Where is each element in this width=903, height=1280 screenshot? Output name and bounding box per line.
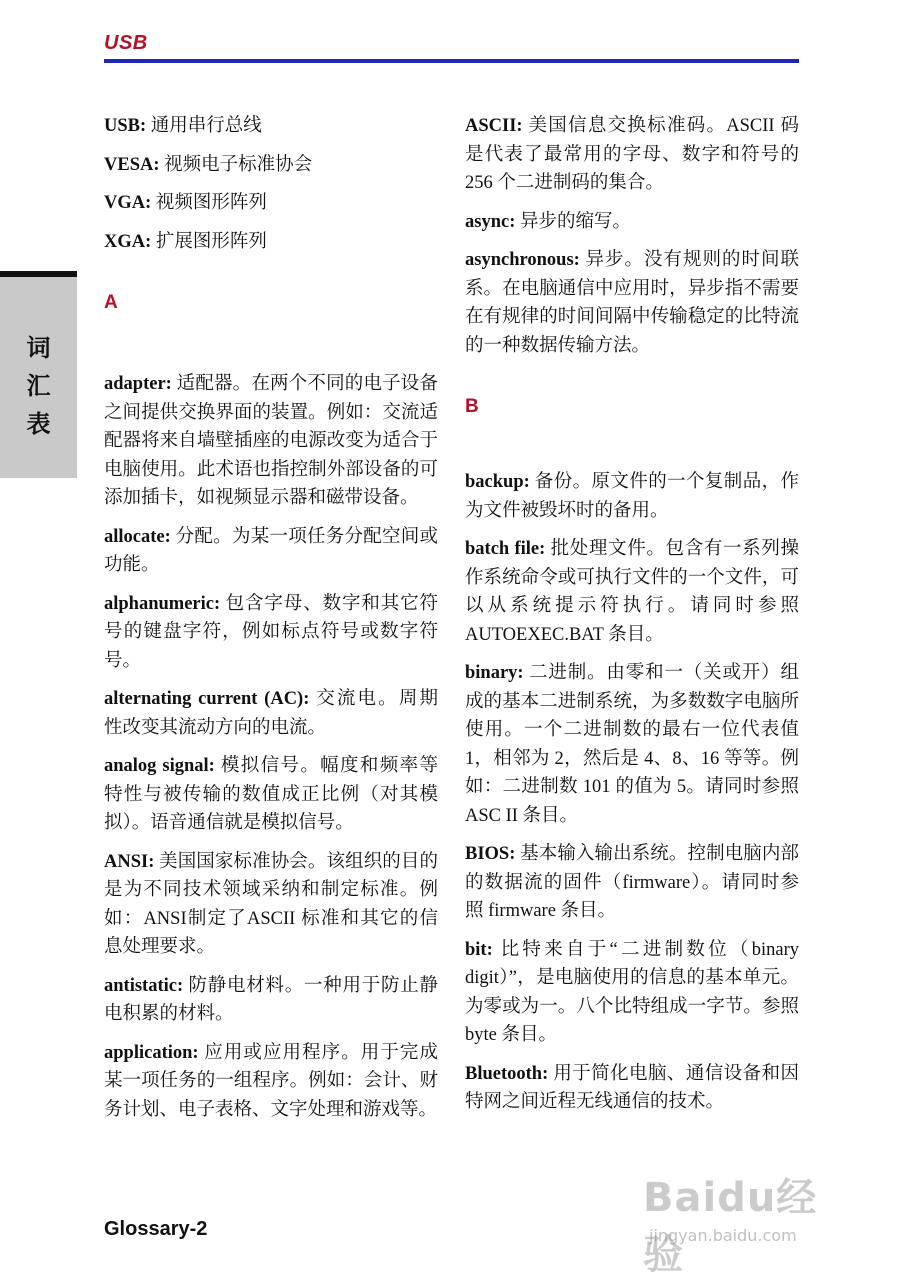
glossary-entry [465, 840, 799, 926]
side-tab-char: 词 [26, 334, 51, 362]
glossary-entry [104, 112, 438, 141]
entry-term: binary: [465, 663, 524, 683]
header-rule [104, 59, 799, 63]
left-column [104, 112, 438, 1134]
entry-definition: 扩展图形阵列 [155, 231, 267, 252]
entry-term: VGA: [104, 193, 152, 213]
glossary-entry [465, 936, 799, 1050]
glossary-entry [104, 370, 438, 513]
entry-definition: 比特来自于“二进制数位（binary digit）”，是电脑使用的信息的基本单元。为零或为一。八个比特组成一字节。参照 byte 条目。 [465, 939, 799, 1045]
glossary-entry [104, 151, 438, 180]
entry-term: bit: [465, 939, 493, 960]
entry-term: analog signal: [104, 756, 215, 776]
entry-definition: 美国国家标准协会。该组织的目的是为不同技术领域采纳和制定标准。例如：ANSI制定了ASCII 标准和其它的信息处理要求。 [104, 851, 438, 957]
entry-term: batch file: [465, 539, 546, 559]
entry-definition: 包含字母、数字和其它符号的键盘字符，例如标点符号或数字符号。 [104, 593, 438, 671]
glossary-entry [104, 752, 438, 838]
entry-term: alphanumeric: [104, 593, 221, 614]
glossary-entry [104, 189, 438, 218]
entry-definition: 二进制。由零和一（关或开）组成的基本二进制系统，为多数数字电脑所使用。一个二进制数的最右一位代表值 1，相邻为 2，然后是 4、8、16 等等。例如：二进制数 101 的值为 5。请同时参照 ASC II 条目。 [465, 663, 799, 826]
side-tab-char: 表 [26, 410, 51, 438]
glossary-entry [465, 1060, 799, 1117]
entry-definition: 批处理文件。包含有一系列操作系统命令或可执行文件的一个文件，可以从系统提示符执行。请同时参照 AUTOEXEC.BAT 条目。 [465, 539, 799, 645]
glossary-entry [465, 246, 799, 360]
entry-definition: 适配器。在两个不同的电子设备之间提供交换界面的装置。例如：交流适配器将来自墙壁插座的电源改变为适合于电脑使用。此术语也指控制外部设备的可添加插卡，如视频显示器和磁带设备。 [104, 374, 438, 508]
glossary-entry [104, 848, 438, 962]
watermark [643, 1148, 843, 1278]
entry-definition: 分配。为某一项任务分配空间或功能。 [104, 526, 438, 575]
entry-term: ASCII: [465, 116, 523, 136]
page-footer: Glossary-2 [104, 1218, 208, 1240]
entry-definition: 应用或应用程序。用于完成某一项任务的一组程序。例如：会计、财务计划、电子表格、文字处理和游戏等。 [104, 1042, 438, 1120]
entry-term: XGA: [104, 231, 152, 252]
glossary-entry [465, 112, 799, 198]
right-column [465, 112, 799, 1127]
entry-term: alternating current (AC): [104, 689, 310, 709]
side-tab-label [0, 329, 77, 443]
entry-definition: 基本输入输出系统。控制电脑内部的数据流的固件（firmware）。请同时参照 firmware 条目。 [465, 844, 799, 921]
entry-definition: 通用串行总线 [150, 116, 262, 136]
watermark-url: jingyan.baidu.com [649, 1226, 797, 1245]
running-header: USB [104, 32, 148, 54]
side-tab [0, 271, 77, 478]
entry-term: BIOS: [465, 844, 516, 864]
entry-definition: 异步的缩写。 [520, 211, 632, 232]
entry-term: Bluetooth: [465, 1063, 549, 1084]
entry-term: allocate: [104, 526, 171, 547]
section-heading-a: A [104, 292, 118, 313]
entry-definition: 视频图形阵列 [155, 193, 267, 213]
entry-definition: 异步。没有规则的时间联系。在电脑通信中应用时，异步指不需要在有规律的时间间隔中传输稳定的比特流的一种数据传输方法。 [465, 250, 799, 356]
entry-term: asynchronous: [465, 250, 580, 270]
glossary-entry [104, 523, 438, 580]
glossary-entry [465, 468, 799, 525]
entry-term: async: [465, 211, 516, 232]
glossary-entry [104, 1039, 438, 1125]
entry-definition: 美国信息交换标准码。ASCII 码是代表了最常用的字母、数字和符号的 256 个二进制码的集合。 [465, 116, 799, 193]
side-tab-char: 汇 [26, 372, 51, 400]
section-heading-b: B [465, 396, 479, 417]
glossary-entry [104, 972, 438, 1029]
glossary-entry [104, 685, 438, 742]
entry-definition: 交流电。周期性改变其流动方向的电流。 [104, 689, 438, 738]
glossary-entry [465, 535, 799, 649]
watermark-logo: Baidu经验 [643, 1175, 818, 1278]
entry-definition: 备份。原文件的一个复制品，作为文件被毁坏时的备用。 [465, 472, 799, 521]
entry-term: backup: [465, 472, 530, 492]
entry-definition: 模拟信号。幅度和频率等特性与被传输的数值成正比例（对其模拟）。语音通信就是模拟信号。 [104, 756, 439, 833]
entry-definition: 防静电材料。一种用于防止静电积累的材料。 [104, 975, 438, 1024]
entry-term: VESA: [104, 154, 160, 175]
glossary-entry [104, 590, 438, 676]
glossary-entry [104, 228, 438, 257]
glossary-entry [465, 659, 799, 830]
entry-definition: 视频电子标准协会 [164, 154, 313, 175]
glossary-entry [465, 208, 799, 237]
entry-term: USB: [104, 116, 147, 136]
entry-definition: 用于简化电脑、通信设备和因特网之间近程无线通信的技术。 [465, 1063, 799, 1112]
entry-term: antistatic: [104, 975, 184, 996]
entry-term: application: [104, 1042, 199, 1063]
entry-term: ANSI: [104, 851, 155, 872]
entry-term: adapter: [104, 374, 172, 394]
